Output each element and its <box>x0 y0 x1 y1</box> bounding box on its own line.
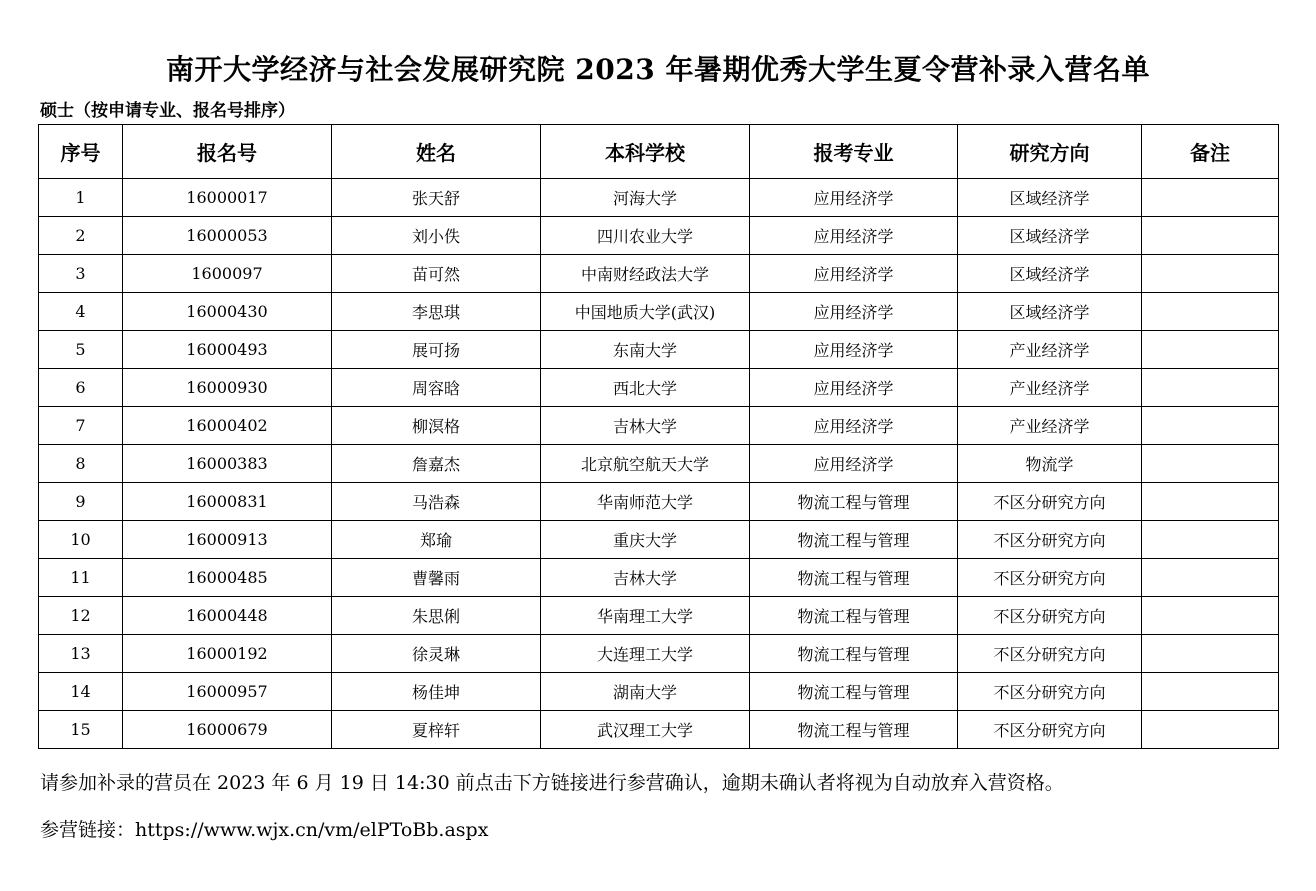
cell-research-direction: 不区分研究方向 <box>958 521 1142 559</box>
cell-registration-no: 16000913 <box>123 521 332 559</box>
cell-remarks <box>1142 179 1279 217</box>
cell-name: 刘小佚 <box>332 217 541 255</box>
cell-research-direction: 产业经济学 <box>958 331 1142 369</box>
cell-remarks <box>1142 331 1279 369</box>
cell-major: 应用经济学 <box>750 369 958 407</box>
cell-name: 展可扬 <box>332 331 541 369</box>
cell-name: 郑瑜 <box>332 521 541 559</box>
cell-research-direction: 产业经济学 <box>958 407 1142 445</box>
cell-index: 4 <box>39 293 123 331</box>
confirmation-link-line <box>40 815 488 842</box>
cell-remarks <box>1142 407 1279 445</box>
cell-research-direction: 区域经济学 <box>958 217 1142 255</box>
cell-registration-no: 16000017 <box>123 179 332 217</box>
table-row <box>39 559 1279 597</box>
link-label: 参营链接： <box>40 819 136 841</box>
cell-research-direction: 不区分研究方向 <box>958 635 1142 673</box>
header-name: 姓名 <box>332 125 541 179</box>
cell-registration-no: 16000930 <box>123 369 332 407</box>
cell-registration-no: 16000679 <box>123 711 332 749</box>
cell-index: 2 <box>39 217 123 255</box>
cell-research-direction: 区域经济学 <box>958 179 1142 217</box>
cell-major: 应用经济学 <box>750 217 958 255</box>
cell-index: 7 <box>39 407 123 445</box>
cell-name: 杨佳坤 <box>332 673 541 711</box>
cell-undergrad-school: 河海大学 <box>541 179 750 217</box>
cell-registration-no: 16000383 <box>123 445 332 483</box>
cell-remarks <box>1142 635 1279 673</box>
cell-index: 6 <box>39 369 123 407</box>
cell-name: 马浩森 <box>332 483 541 521</box>
cell-name: 朱思俐 <box>332 597 541 635</box>
cell-undergrad-school: 华南师范大学 <box>541 483 750 521</box>
cell-remarks <box>1142 369 1279 407</box>
table-row <box>39 597 1279 635</box>
cell-name: 周容晗 <box>332 369 541 407</box>
table-row <box>39 179 1279 217</box>
cell-undergrad-school: 东南大学 <box>541 331 750 369</box>
cell-registration-no: 16000053 <box>123 217 332 255</box>
table-row <box>39 407 1279 445</box>
cell-major: 应用经济学 <box>750 293 958 331</box>
table-row <box>39 711 1279 749</box>
cell-major: 物流工程与管理 <box>750 597 958 635</box>
cell-registration-no: 16000448 <box>123 597 332 635</box>
cell-research-direction: 区域经济学 <box>958 293 1142 331</box>
cell-name: 徐灵琳 <box>332 635 541 673</box>
cell-index: 3 <box>39 255 123 293</box>
table-row <box>39 521 1279 559</box>
cell-undergrad-school: 中南财经政法大学 <box>541 255 750 293</box>
cell-registration-no: 16000192 <box>123 635 332 673</box>
cell-name: 张天舒 <box>332 179 541 217</box>
cell-index: 12 <box>39 597 123 635</box>
cell-major: 应用经济学 <box>750 331 958 369</box>
section-subtitle: 硕士（按申请专业、报名号排序） <box>40 101 295 121</box>
table-row <box>39 331 1279 369</box>
cell-name: 曹馨雨 <box>332 559 541 597</box>
header-registration-no: 报名号 <box>123 125 332 179</box>
cell-name: 柳溟格 <box>332 407 541 445</box>
cell-major: 物流工程与管理 <box>750 673 958 711</box>
cell-major: 应用经济学 <box>750 179 958 217</box>
cell-registration-no: 16000485 <box>123 559 332 597</box>
cell-index: 8 <box>39 445 123 483</box>
cell-name: 李思琪 <box>332 293 541 331</box>
cell-remarks <box>1142 255 1279 293</box>
cell-major: 物流工程与管理 <box>750 559 958 597</box>
cell-registration-no: 16000430 <box>123 293 332 331</box>
cell-index: 13 <box>39 635 123 673</box>
table-row <box>39 293 1279 331</box>
cell-index: 10 <box>39 521 123 559</box>
cell-research-direction: 物流学 <box>958 445 1142 483</box>
cell-remarks <box>1142 293 1279 331</box>
cell-registration-no: 1600097 <box>123 255 332 293</box>
header-undergrad-school: 本科学校 <box>541 125 750 179</box>
table-row <box>39 369 1279 407</box>
cell-research-direction: 不区分研究方向 <box>958 483 1142 521</box>
cell-remarks <box>1142 483 1279 521</box>
cell-index: 15 <box>39 711 123 749</box>
cell-undergrad-school: 吉林大学 <box>541 559 750 597</box>
cell-index: 14 <box>39 673 123 711</box>
cell-remarks <box>1142 559 1279 597</box>
header-index: 序号 <box>39 125 123 179</box>
cell-remarks <box>1142 711 1279 749</box>
cell-index: 1 <box>39 179 123 217</box>
cell-remarks <box>1142 673 1279 711</box>
header-major: 报考专业 <box>750 125 958 179</box>
cell-index: 9 <box>39 483 123 521</box>
cell-remarks <box>1142 445 1279 483</box>
table-row <box>39 635 1279 673</box>
cell-research-direction: 区域经济学 <box>958 255 1142 293</box>
cell-major: 应用经济学 <box>750 407 958 445</box>
header-research-direction: 研究方向 <box>958 125 1142 179</box>
cell-undergrad-school: 湖南大学 <box>541 673 750 711</box>
cell-major: 物流工程与管理 <box>750 635 958 673</box>
header-remarks: 备注 <box>1142 125 1279 179</box>
table-row <box>39 673 1279 711</box>
table-row <box>39 217 1279 255</box>
cell-remarks <box>1142 597 1279 635</box>
cell-major: 物流工程与管理 <box>750 483 958 521</box>
table-body <box>39 179 1279 749</box>
table-row <box>39 445 1279 483</box>
document-title: 南开大学经济与社会发展研究院 2023 年暑期优秀大学生夏令营补录入营名单 <box>166 53 1150 86</box>
cell-undergrad-school: 吉林大学 <box>541 407 750 445</box>
cell-registration-no: 16000831 <box>123 483 332 521</box>
cell-name: 詹嘉杰 <box>332 445 541 483</box>
cell-undergrad-school: 重庆大学 <box>541 521 750 559</box>
cell-undergrad-school: 四川农业大学 <box>541 217 750 255</box>
cell-registration-no: 16000493 <box>123 331 332 369</box>
cell-remarks <box>1142 521 1279 559</box>
confirmation-link[interactable]: https://www.wjx.cn/vm/elPToBb.aspx <box>135 819 489 841</box>
cell-research-direction: 产业经济学 <box>958 369 1142 407</box>
cell-undergrad-school: 华南理工大学 <box>541 597 750 635</box>
cell-name: 夏梓轩 <box>332 711 541 749</box>
cell-major: 物流工程与管理 <box>750 711 958 749</box>
admission-table <box>38 124 1279 749</box>
cell-registration-no: 16000957 <box>123 673 332 711</box>
cell-undergrad-school: 大连理工大学 <box>541 635 750 673</box>
cell-major: 应用经济学 <box>750 255 958 293</box>
cell-research-direction: 不区分研究方向 <box>958 559 1142 597</box>
cell-research-direction: 不区分研究方向 <box>958 673 1142 711</box>
table-row <box>39 255 1279 293</box>
table-header-row <box>39 125 1279 179</box>
cell-research-direction: 不区分研究方向 <box>958 597 1142 635</box>
cell-index: 11 <box>39 559 123 597</box>
cell-remarks <box>1142 217 1279 255</box>
cell-research-direction: 不区分研究方向 <box>958 711 1142 749</box>
cell-undergrad-school: 中国地质大学(武汉) <box>541 293 750 331</box>
cell-registration-no: 16000402 <box>123 407 332 445</box>
cell-name: 苗可然 <box>332 255 541 293</box>
confirmation-note: 请参加补录的营员在 2023 年 6 月 19 日 14:30 前点击下方链接进行参营确认，逾期未确认者将视为自动放弃入营资格。 <box>40 772 1064 794</box>
cell-undergrad-school: 武汉理工大学 <box>541 711 750 749</box>
cell-undergrad-school: 北京航空航天大学 <box>541 445 750 483</box>
cell-index: 5 <box>39 331 123 369</box>
table-row <box>39 483 1279 521</box>
cell-major: 物流工程与管理 <box>750 521 958 559</box>
cell-major: 应用经济学 <box>750 445 958 483</box>
cell-undergrad-school: 西北大学 <box>541 369 750 407</box>
